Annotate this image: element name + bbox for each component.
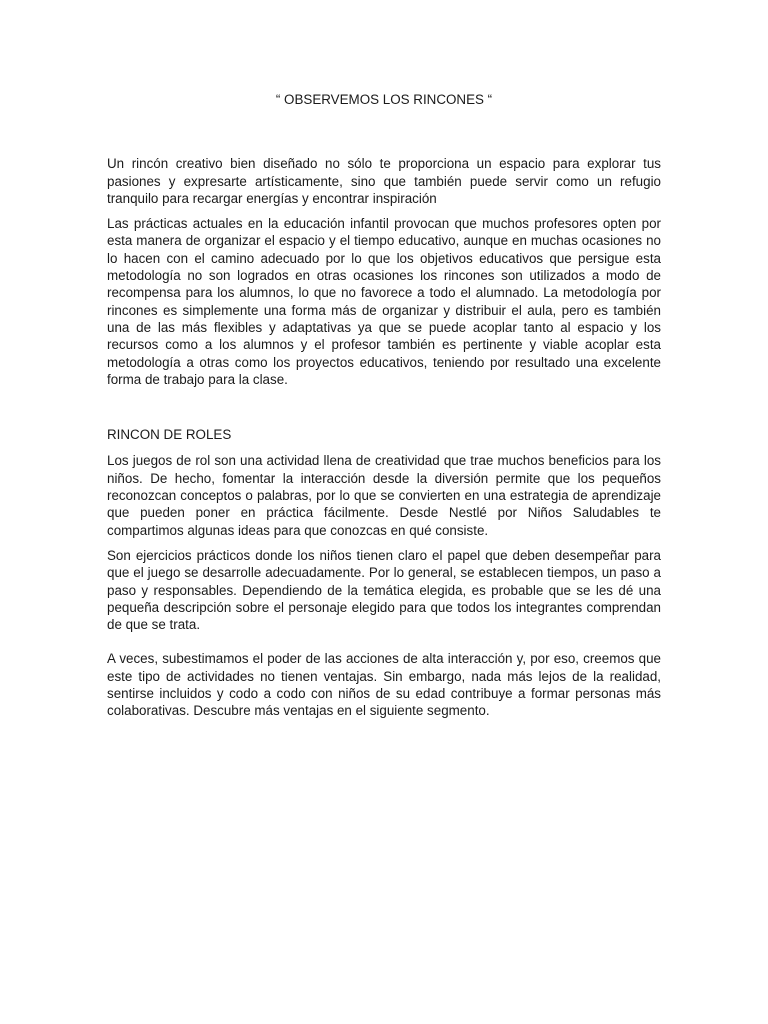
section-heading: RINCON DE ROLES <box>107 427 232 443</box>
section-paragraph: Son ejercicios prácticos donde los niños tienen claro el papel que deben desempeñar para que el juego se desarrolle adecuadamente. Por lo general, se establecen tiempos, un paso a paso y responsables. Dependiendo de la temática elegida, es probable que se les dé una pequeña descripción sobre el personaje elegido para que todos los integrantes comprendan de que se trata. <box>107 547 661 633</box>
document-title: “ OBSERVEMOS LOS RINCONES “ <box>275 92 493 107</box>
intro-paragraph: Un rincón creativo bien diseñado no sólo te proporciona un espacio para explorar tus pasiones y expresarte artísticamente, sino que también puede servir como un refugio tranquilo para recargar energías y encontrar inspiración <box>107 156 661 206</box>
document-body <box>107 91 661 728</box>
section-paragraph: Los juegos de rol son una actividad llena de creatividad que trae muchos beneficios para los niños. De hecho, fomentar la interacción desde la diversión permite que los pequeños reconozcan conceptos o palabras, por lo que se convierten en una estrategia de aprendizaje que pueden poner en práctica fácilmente. Desde Nestlé por Niños Saludables te compartimos algunas ideas para que conozcas en qué consiste. <box>107 453 661 538</box>
intro-paragraph: Las prácticas actuales en la educación infantil provocan que muchos profesores opten por esta manera de organizar el espacio y el tiempo educativo, aunque en muchas ocasiones no lo hacen con el camino adecuado por lo que los objetivos educativos que persigue esta metodología no son logrados en otras ocasiones los rincones son utilizados a modo de recompensa para los alumnos, lo que no favorece a todo el alumnado. La metodología por rincones es simplemente una forma más de organizar y distribuir el aula, pero es también una de las más flexibles y adaptativas ya que se puede acoplar tanto al espacio y los recursos como a los alumnos y el profesor también es pertinente y viable acoplar esta metodología a otras como los proyectos educativos, teniendo por resultado una excelente forma de trabajo para la clase. <box>107 216 661 387</box>
section-paragraph: A veces, subestimamos el poder de las acciones de alta interacción y, por eso, creemos que este tipo de actividades no tienen ventajas. Sin embargo, nada más lejos de la realidad, sentirse incluidos y codo a codo con niños de su edad contribuye a formar personas más colaborativas. Descubre más ventajas en el siguiente segmento. <box>107 651 661 719</box>
